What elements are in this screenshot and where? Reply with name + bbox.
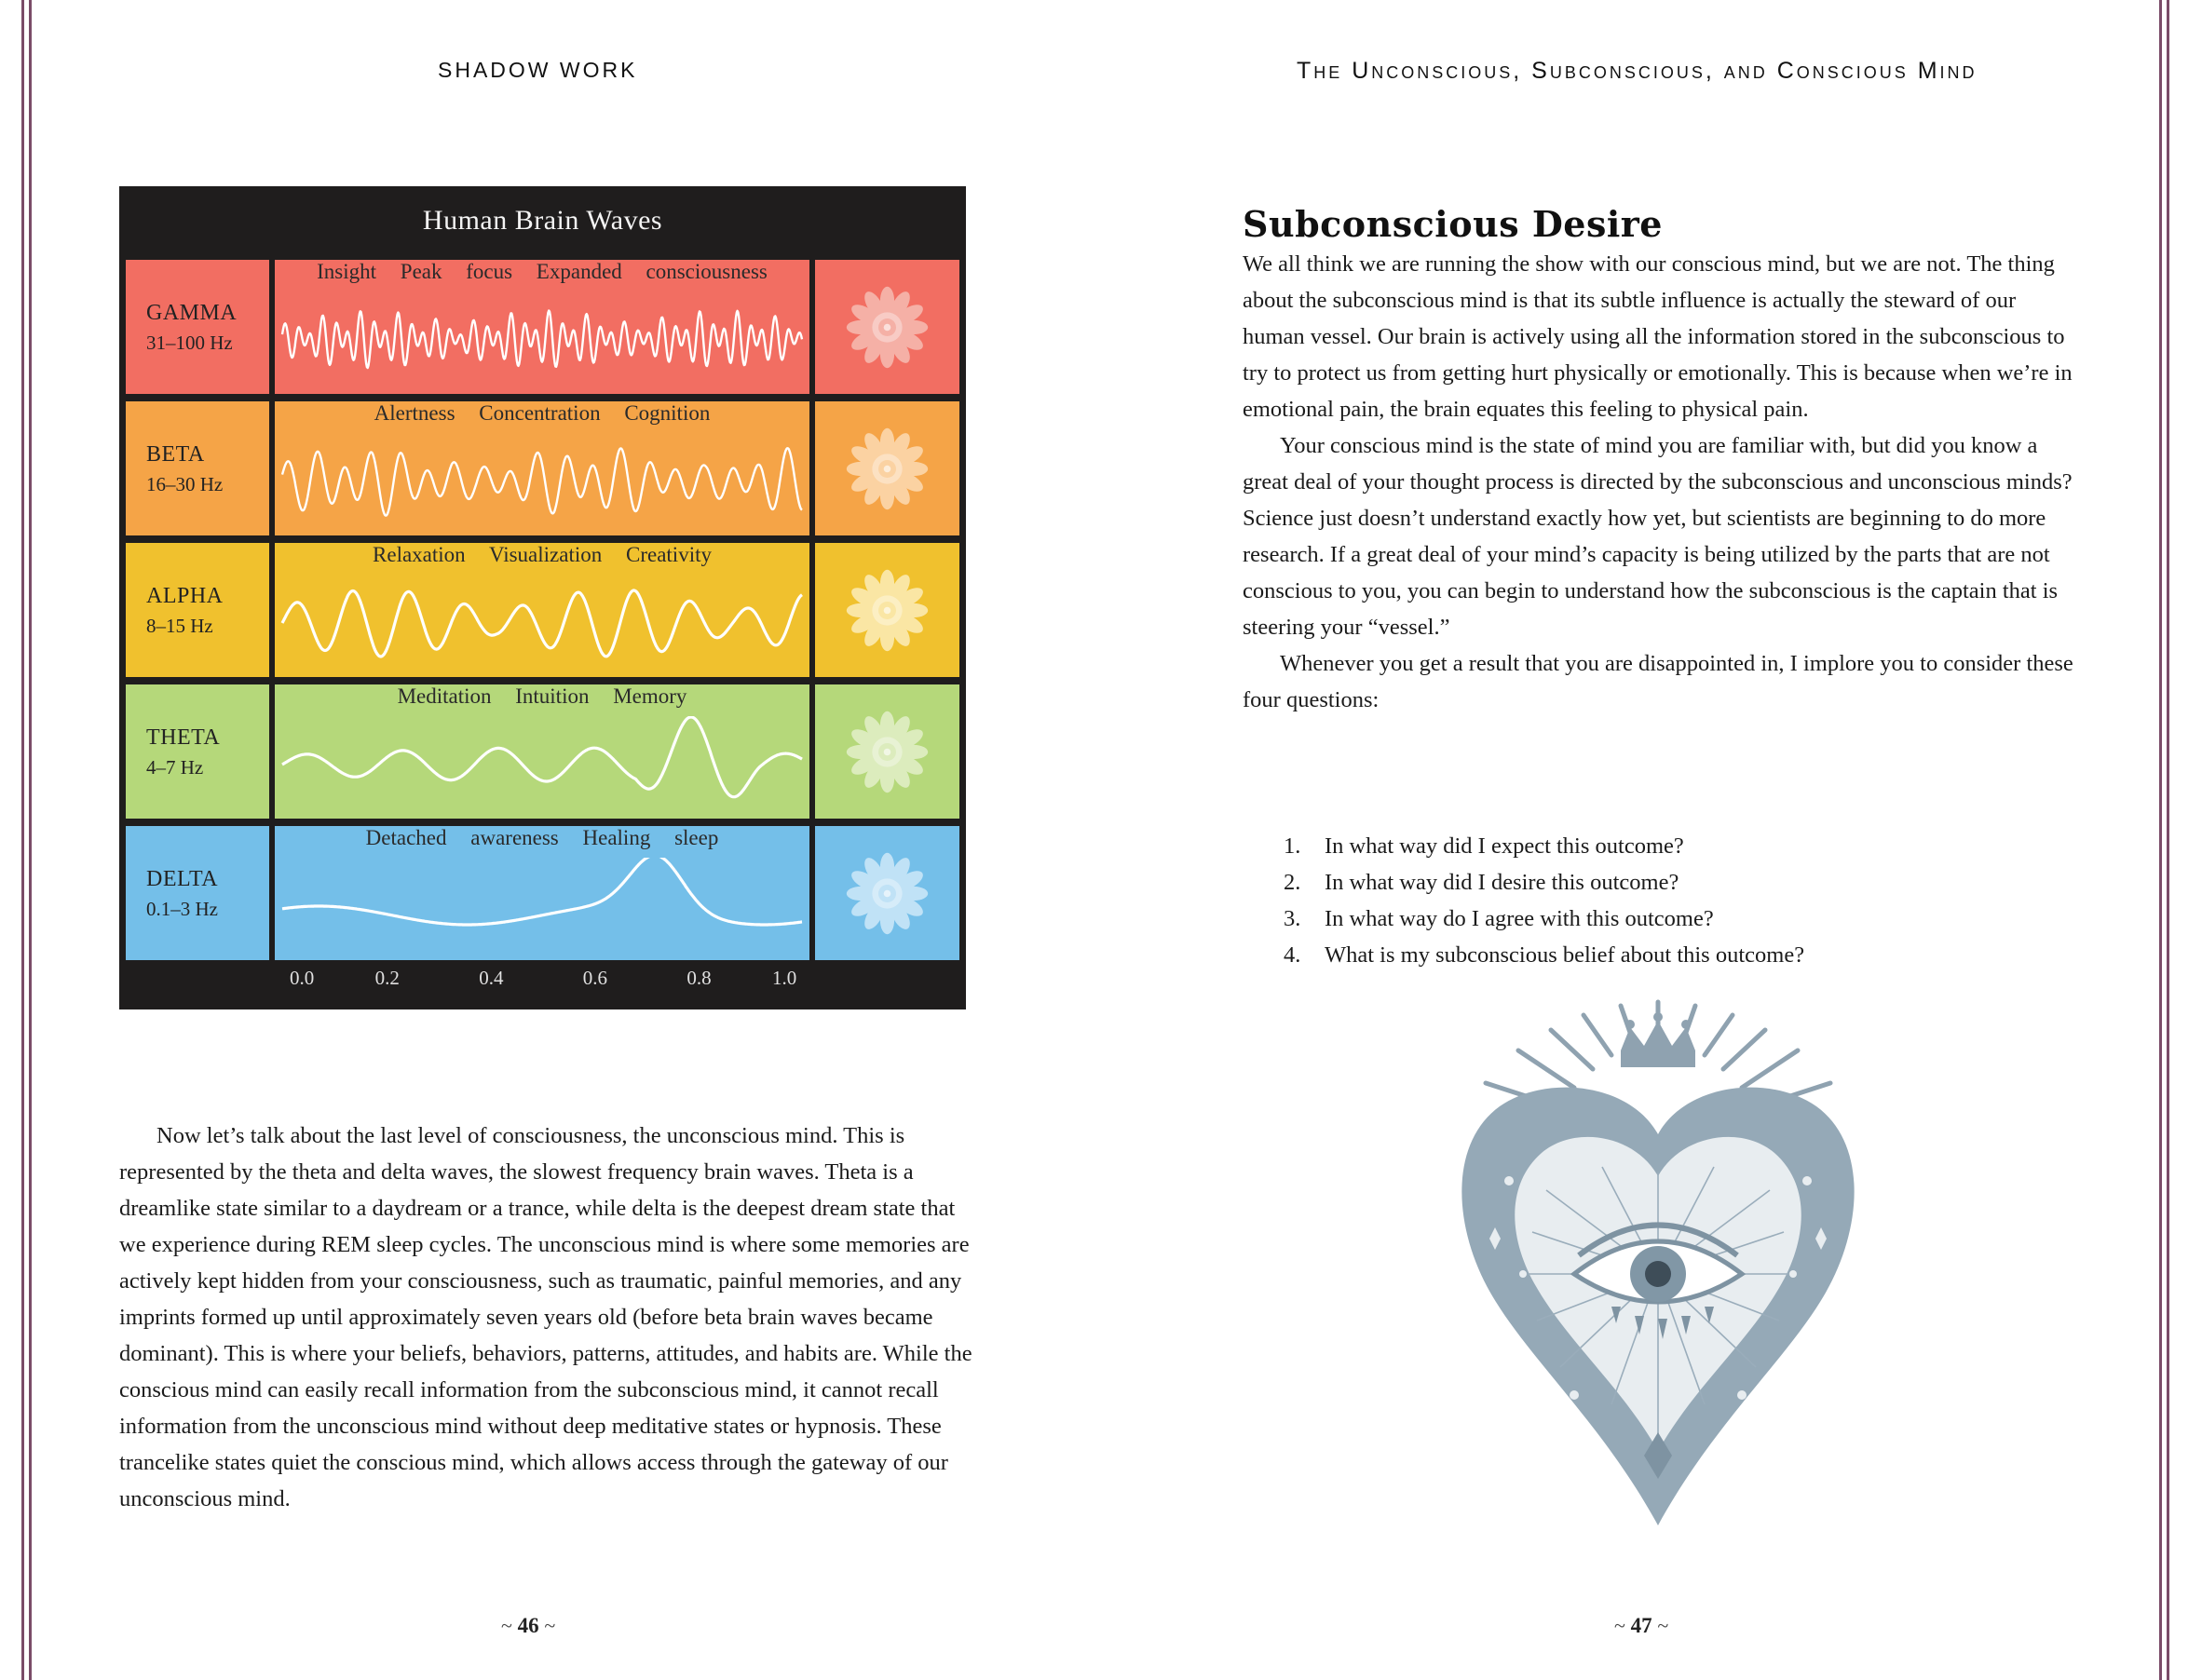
wave-cell bbox=[275, 543, 809, 677]
band-theta bbox=[126, 684, 959, 819]
sacred-heart-eye-icon bbox=[1444, 995, 1872, 1533]
wave-cell bbox=[275, 684, 809, 819]
wave-line bbox=[275, 575, 809, 671]
questions-list bbox=[1284, 828, 2085, 973]
wave-name: GAMMA bbox=[146, 301, 238, 325]
mandala-icon bbox=[843, 566, 931, 655]
wave-line bbox=[275, 291, 809, 388]
page-number: 46 bbox=[517, 1614, 539, 1637]
folio-ornament-icon: ~ bbox=[544, 1614, 556, 1637]
wave-line bbox=[275, 716, 809, 813]
wave-frequency: 4–7 Hz bbox=[146, 756, 204, 779]
icon-cell bbox=[815, 401, 959, 535]
paragraph-3: Whenever you get a result that you are disappointed in, I implore you to consider these four questions: bbox=[1243, 651, 2073, 712]
wave-name: DELTA bbox=[146, 867, 219, 891]
folio-ornament-icon: ~ bbox=[1657, 1614, 1669, 1637]
mandala-icon bbox=[843, 283, 931, 372]
icon-cell bbox=[815, 260, 959, 394]
wave-states: Insight Peak focus Expanded consciousness bbox=[317, 260, 768, 283]
x-tick-label: 0.4 bbox=[479, 967, 504, 989]
paragraph-unconscious: Now let’s talk about the last level of consciousness, the unconscious mind. This is represented by the theta and delta waves, the slowest frequency brain waves. Theta is a dreamlike state similar to a daydream or a trance, while delta is the deepest dream state that we experience during REM sleep cycles. The unconscious mind is where some memories are actively kept hidden from your consciousness, such as traumatic, painful memories, and any imprints formed up until approximately seven years old (before beta brain waves became dominant). This is where your beliefs, behaviors, patterns, attitudes, and habits are. While the conscious mind can easily recall information from the subconscious mind, it cannot recall information from the unconscious mind without deep meditative states or hypnosis. These trancelike states quiet the conscious mind, which allows access through the gateway of our unconscious mind. bbox=[119, 1123, 972, 1511]
band-delta bbox=[126, 826, 959, 960]
page-number: 47 bbox=[1630, 1614, 1652, 1637]
wave-line bbox=[275, 858, 809, 955]
x-tick-label: 0.2 bbox=[374, 967, 400, 989]
folio-ornament-icon: ~ bbox=[501, 1614, 512, 1637]
wave-cell bbox=[275, 826, 809, 960]
wave-states: Meditation Intuition Memory bbox=[397, 684, 687, 708]
wave-series-delta bbox=[282, 858, 802, 925]
wave-line bbox=[275, 433, 809, 530]
band-label-cell bbox=[126, 401, 269, 535]
chart-title: Human Brain Waves bbox=[422, 205, 663, 236]
right-page bbox=[1101, 0, 2202, 1680]
x-tick-label: 0.6 bbox=[582, 967, 608, 989]
band-label-cell bbox=[126, 543, 269, 677]
icon-cell bbox=[815, 543, 959, 677]
band-alpha bbox=[126, 543, 959, 677]
icon-cell bbox=[815, 684, 959, 819]
wave-frequency: 31–100 Hz bbox=[146, 332, 233, 354]
x-tick-label: 0.0 bbox=[290, 967, 315, 989]
x-tick-label: 1.0 bbox=[772, 967, 797, 989]
wave-states: Detached awareness Healing sleep bbox=[365, 826, 719, 849]
wave-name: THETA bbox=[146, 725, 221, 750]
page-number-right bbox=[1614, 1614, 1668, 1638]
section-title: Subconscious Desire bbox=[1243, 203, 1663, 245]
paragraph-2: Your conscious mind is the state of mind you are familiar with, but did you know a great deal of your thought process is directed by the subconscious and unconscious minds? Science just doesn’t understand exactly how yet, but scientists are beginning to do more research. If a great deal of your mind’s capacity is being utilized by the parts that are not conscious to you, you can begin to understand how the subconscious is the captain that is steering your “vessel.” bbox=[1243, 433, 2073, 640]
wave-frequency: 16–30 Hz bbox=[146, 473, 224, 495]
band-label-cell bbox=[126, 260, 269, 394]
right-body-text bbox=[1243, 246, 2081, 718]
wave-series-gamma bbox=[282, 311, 802, 369]
mandala-icon bbox=[843, 849, 931, 938]
list-item: 2. In what way did I desire this outcome? bbox=[1284, 870, 1679, 895]
wave-series-alpha bbox=[282, 590, 802, 657]
icon-cell bbox=[815, 826, 959, 960]
wave-frequency: 8–15 Hz bbox=[146, 615, 213, 637]
band-gamma bbox=[126, 260, 959, 394]
paragraph-1: We all think we are running the show with our conscious mind, but we are not. The thing about the subconscious mind is that its subtle influence is actually the steward of our human vessel. Our brain is actively using all the information stored in the subconscious to try to protect us from getting hurt physically or emotionally. This is because when we’re in emotional pain, the brain equates this feeling to physical pain. bbox=[1243, 251, 2073, 422]
list-item: 1. In what way did I expect this outcome? bbox=[1284, 833, 1684, 859]
list-item: 4. What is my subconscious belief about this outcome? bbox=[1284, 942, 1805, 968]
wave-states: Relaxation Visualization Creativity bbox=[373, 543, 712, 566]
wave-name: ALPHA bbox=[146, 584, 224, 608]
running-head-left: SHADOW WORK bbox=[438, 58, 638, 82]
band-beta bbox=[126, 401, 959, 535]
wave-series-theta bbox=[282, 717, 802, 797]
x-tick-label: 0.8 bbox=[686, 967, 712, 989]
band-label-cell bbox=[126, 826, 269, 960]
wave-cell bbox=[275, 260, 809, 394]
folio-ornament-icon: ~ bbox=[1614, 1614, 1625, 1637]
wave-frequency: 0.1–3 Hz bbox=[146, 898, 218, 920]
mandala-icon bbox=[843, 708, 931, 796]
wave-states: Alertness Concentration Cognition bbox=[374, 401, 711, 425]
wave-cell bbox=[275, 401, 809, 535]
left-paragraph bbox=[119, 1118, 976, 1517]
wave-name: BETA bbox=[146, 442, 205, 467]
mandala-icon bbox=[843, 425, 931, 513]
running-head-right: The Unconscious, Subconscious, and Conscious Mind bbox=[1297, 58, 1978, 84]
brain-waves-chart bbox=[119, 186, 966, 1009]
list-item: 3. In what way do I agree with this outcome? bbox=[1284, 906, 1714, 931]
band-label-cell bbox=[126, 684, 269, 819]
page-number-left bbox=[501, 1614, 555, 1638]
wave-series-beta bbox=[282, 448, 802, 515]
